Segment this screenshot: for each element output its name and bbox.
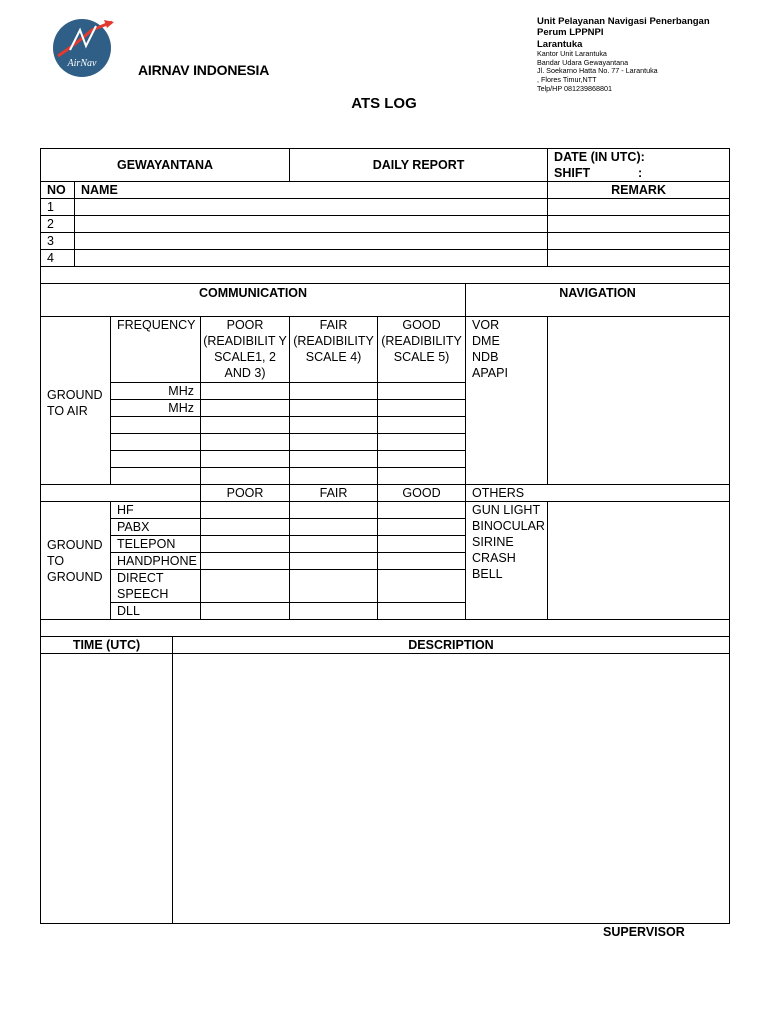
unit-name: Unit Pelayanan Navigasi Penerbangan (537, 16, 710, 27)
frequency-field[interactable] (111, 451, 201, 468)
good-cell[interactable] (378, 519, 466, 536)
ground-to-ground-label: GROUND TO GROUND (41, 502, 111, 620)
good-cell[interactable] (378, 502, 466, 519)
frequency-field[interactable] (111, 417, 201, 434)
name-field[interactable] (75, 250, 548, 267)
fair-cell[interactable] (290, 502, 378, 519)
fair-cell[interactable] (290, 603, 378, 620)
fair-cell[interactable] (290, 536, 378, 553)
nav-item-ndb: NDB (472, 350, 499, 364)
station-name: GEWAYANTANA (41, 149, 290, 182)
nav-item-apapi: APAPI (472, 366, 508, 380)
g2g-item-hf: HF (111, 502, 201, 519)
time-utc-header: TIME (UTC) (41, 637, 173, 654)
remark-field[interactable] (548, 216, 730, 233)
others-item-crash: CRASH (472, 551, 516, 565)
row-number: 1 (41, 199, 75, 216)
remark-field[interactable] (548, 250, 730, 267)
nav-item-vor: VOR (472, 318, 500, 332)
good-cell[interactable] (378, 417, 466, 434)
remark-field[interactable] (548, 199, 730, 216)
address-line-2: , Flores Timur,NTT (537, 75, 597, 85)
shift-label: SHIFT (554, 166, 591, 180)
fair-cell[interactable] (290, 383, 378, 400)
others-list (466, 502, 548, 620)
poor-header: POOR (201, 485, 290, 502)
city-name: Larantuka (537, 38, 583, 50)
fair-cell[interactable] (290, 519, 378, 536)
fair-cell[interactable] (290, 400, 378, 417)
time-description-log (40, 636, 730, 924)
document-title: ATS LOG (351, 95, 417, 112)
poor-cell[interactable] (201, 603, 290, 620)
daily-report-label: DAILY REPORT (290, 149, 548, 182)
poor-cell[interactable] (201, 468, 290, 485)
communication-header: COMMUNICATION (41, 284, 466, 317)
good-cell[interactable] (378, 468, 466, 485)
good-readability-header: GOOD (READIBILITY SCALE 5) (378, 317, 466, 383)
fair-cell[interactable] (290, 417, 378, 434)
fair-cell[interactable] (290, 570, 378, 603)
g2g-item-direct-speech: DIRECT SPEECH (111, 570, 201, 603)
poor-cell[interactable] (201, 553, 290, 570)
good-header: GOOD (378, 485, 466, 502)
unit-address-block (537, 16, 757, 93)
airnav-logo (52, 16, 116, 80)
good-cell[interactable] (378, 451, 466, 468)
office-name: Kantor Unit Larantuka (537, 49, 607, 59)
airport-name: Bandar Udara Gewayantana (537, 57, 629, 67)
others-item-bell: BELL (472, 567, 503, 581)
navigation-header: NAVIGATION (466, 284, 730, 317)
description-entries-field[interactable] (173, 654, 730, 924)
spacer-row (41, 267, 730, 284)
ground-to-air-label: GROUND TO AIR (41, 317, 111, 485)
fair-cell[interactable] (290, 434, 378, 451)
company-name: Perum LPPNPI (537, 27, 604, 39)
ats-log-form (40, 148, 730, 637)
g2g-item-telepon: TELEPON (111, 536, 201, 553)
ground-to-ground-header-blank (41, 485, 201, 502)
date-shift-cell[interactable] (548, 149, 730, 182)
name-field[interactable] (75, 216, 548, 233)
poor-cell[interactable] (201, 536, 290, 553)
others-item-binocular: BINOCULAR (472, 519, 545, 533)
row-number: 4 (41, 250, 75, 267)
logo-wordmark: AirNav (67, 58, 97, 69)
poor-cell[interactable] (201, 451, 290, 468)
remark-header: REMARK (548, 182, 730, 199)
spacer-row (41, 620, 730, 637)
phone-number: Telp/HP 081239868801 (537, 83, 613, 93)
good-cell[interactable] (378, 536, 466, 553)
others-notes-field[interactable] (548, 502, 730, 620)
supervisor-label: SUPERVISOR (603, 925, 685, 939)
row-number: 2 (41, 216, 75, 233)
fair-cell[interactable] (290, 451, 378, 468)
time-entries-field[interactable] (41, 654, 173, 924)
frequency-field[interactable] (111, 434, 201, 451)
poor-readability-header: POOR (READIBILIT Y SCALE1, 2 AND 3) (201, 317, 290, 383)
row-number: 3 (41, 233, 75, 250)
org-name: AIRNAV INDONESIA (138, 62, 270, 78)
good-cell[interactable] (378, 400, 466, 417)
good-cell[interactable] (378, 434, 466, 451)
nav-item-dme: DME (472, 334, 500, 348)
poor-cell[interactable] (201, 417, 290, 434)
frequency-field[interactable] (111, 468, 201, 485)
frequency-field[interactable]: MHz (111, 400, 201, 417)
name-field[interactable] (75, 199, 548, 216)
fair-header: FAIR (290, 485, 378, 502)
navigation-notes-field[interactable] (548, 317, 730, 485)
poor-cell[interactable] (201, 570, 290, 603)
name-field[interactable] (75, 233, 548, 250)
remark-field[interactable] (548, 233, 730, 250)
g2g-item-pabx: PABX (111, 519, 201, 536)
frequency-header: FREQUENCY (111, 317, 201, 383)
good-cell[interactable] (378, 603, 466, 620)
no-header: NO (41, 182, 75, 199)
description-header: DESCRIPTION (173, 637, 730, 654)
fair-cell[interactable] (290, 468, 378, 485)
others-header: OTHERS (466, 485, 730, 502)
fair-readability-header: FAIR (READIBILITY SCALE 4) (290, 317, 378, 383)
navigation-list (466, 317, 548, 485)
good-cell[interactable] (378, 383, 466, 400)
poor-cell[interactable] (201, 502, 290, 519)
frequency-field[interactable]: MHz (111, 383, 201, 400)
good-cell[interactable] (378, 553, 466, 570)
good-cell[interactable] (378, 570, 466, 603)
fair-cell[interactable] (290, 553, 378, 570)
poor-cell[interactable] (201, 519, 290, 536)
poor-cell[interactable] (201, 383, 290, 400)
name-header: NAME (75, 182, 548, 199)
poor-cell[interactable] (201, 400, 290, 417)
g2g-item-handphone: HANDPHONE (111, 553, 201, 570)
others-item-sirine: SIRINE (472, 535, 514, 549)
shift-colon: : (638, 166, 643, 180)
poor-cell[interactable] (201, 434, 290, 451)
address-line-1: Jl. Soekarno Hatta No. 77 - Larantuka (537, 66, 658, 76)
date-label: DATE (IN UTC): (554, 150, 645, 164)
others-item-gun-light: GUN LIGHT (472, 503, 541, 517)
g2g-item-dll: DLL (111, 603, 201, 620)
